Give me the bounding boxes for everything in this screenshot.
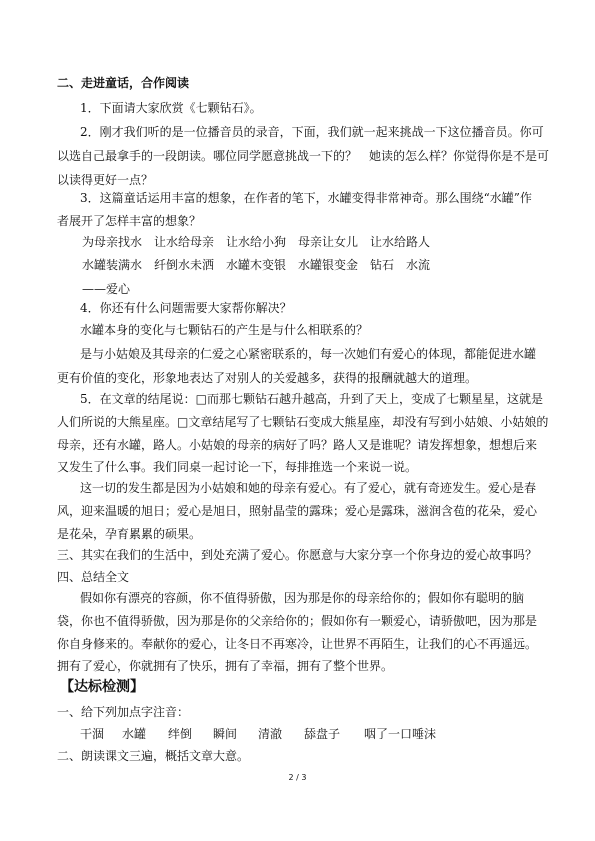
vocab-word: 水罐 — [122, 727, 147, 741]
section-2-heading: 二、走进童话，合作阅读 — [57, 76, 190, 90]
paragraph-line: 这一切的发生都是因为小姑娘和她的母亲有爱心。有了爱心，就有奇迹发生。爱心是春 — [80, 481, 537, 495]
assessment-heading: 【达标检测】 — [60, 679, 144, 695]
vocab-word: 瞬间 — [213, 727, 238, 741]
vocab-word: 清澈 — [258, 727, 283, 741]
summary-line: 假如你有漂亮的容颜，你不值得骄傲，因为那是你的母亲给你的；假如你有聪明的脑 — [80, 591, 525, 605]
summary-line: 袋，你也不值得骄傲，因为那是你的父亲给你的；假如你有一颗爱心，请骄傲吧，因为那是 — [57, 614, 538, 628]
paragraph-line: 以选自己最拿手的一段朗读。哪位同学愿意挑战一下的？ 她读的怎么样？你觉得你是不是可 — [57, 149, 550, 163]
question-2: 二、朗读课文三遍，概括文章大意。 — [57, 749, 250, 763]
page-number: 2 / 3 — [288, 773, 307, 782]
love-theme-line: ——爱心 — [82, 282, 131, 296]
paragraph-line: 母亲，还有水罐，路人。小姑娘的母亲的病好了吗？路人又是谁呢？请发挥想象，想想后来 — [57, 438, 538, 452]
answer-line: 更有价值的变化，形象地表达了对别人的关爱越多，获得的报酬就越大的道理。 — [57, 371, 478, 385]
vocab-word: 干涸 — [80, 727, 105, 741]
summary-line: 你自身修来的。奉献你的爱心，让冬日不再寒冷，让世界不再陌生，让我们的心不再遥远。 — [57, 637, 538, 651]
vocab-word: 舔盘子 — [304, 727, 341, 741]
paragraph-line: 2．刚才我们听的是一位播音员的录音，下面，我们就一起来挑战一下这位播音员。你可 — [80, 125, 544, 139]
paragraph-line: 4．你还有什么问题需要大家帮你解决？ — [80, 301, 292, 315]
paragraph-line: 风，迎来温暖的旭日；爱心是旭日，照射晶莹的露珠；爱心是露珠，滋润含苞的花朵，爱心 — [57, 504, 538, 518]
vocab-word: 绊倒 — [168, 727, 193, 741]
paragraph-line: 1．下面请大家欣赏《七颗钻石》。 — [80, 101, 262, 115]
paragraph-line: 是花朵，孕育累累的硕果。 — [57, 527, 202, 541]
paragraph-line: 5．在文章的结尾说：□而那七颗钻石越升越高，升到了天上，变成了七颗星星，这就是 — [80, 392, 543, 406]
answer-line: 是与小姑娘及其母亲的仁爱之心紧密联系的，每一次她们有爱心的体现，都能促进水罐 — [80, 347, 537, 361]
imagination-list-line: 为母亲找水 让水给母亲 让水给小狗 母亲让女儿 让水给路人 — [82, 235, 431, 249]
paragraph-line: 又发生了什么事。我们同桌一起讨论一下，每排推选一个来说一说。 — [57, 460, 418, 474]
imagination-list-line: 水罐装满水 纤倒水未洒 水罐木变银 水罐银变金 钻石 水流 — [82, 258, 431, 272]
section-4-heading: 四、总结全文 — [57, 570, 130, 584]
summary-line: 拥有了爱心，你就拥有了快乐，拥有了幸福，拥有了整个世界。 — [57, 659, 394, 673]
question-line: 水罐本身的变化与七颗钻石的产生是与什么相联系的？ — [80, 323, 369, 337]
paragraph-line: 者展开了怎样丰富的想象？ — [57, 214, 202, 228]
paragraph-line: 人们所说的大熊星座。□文章结尾写了七颗钻石变成大熊星座，却没有写到小姑娘、小姑娘的 — [57, 415, 549, 429]
vocab-word: 咽了一口唾沫 — [364, 727, 437, 741]
section-3-text: 三、其实在我们的生活中，到处充满了爱心。你愿意与大家分享一个你身边的爱心故事吗？ — [57, 548, 538, 562]
question-1: 一、给下列加点字注音： — [57, 705, 190, 719]
paragraph-line: 以读得更好一点？ — [57, 173, 154, 187]
paragraph-line: 3．这篇童话运用丰富的想象，在作者的笔下，水罐变得非常神奇。那么围绕“水罐”作 — [80, 191, 532, 205]
